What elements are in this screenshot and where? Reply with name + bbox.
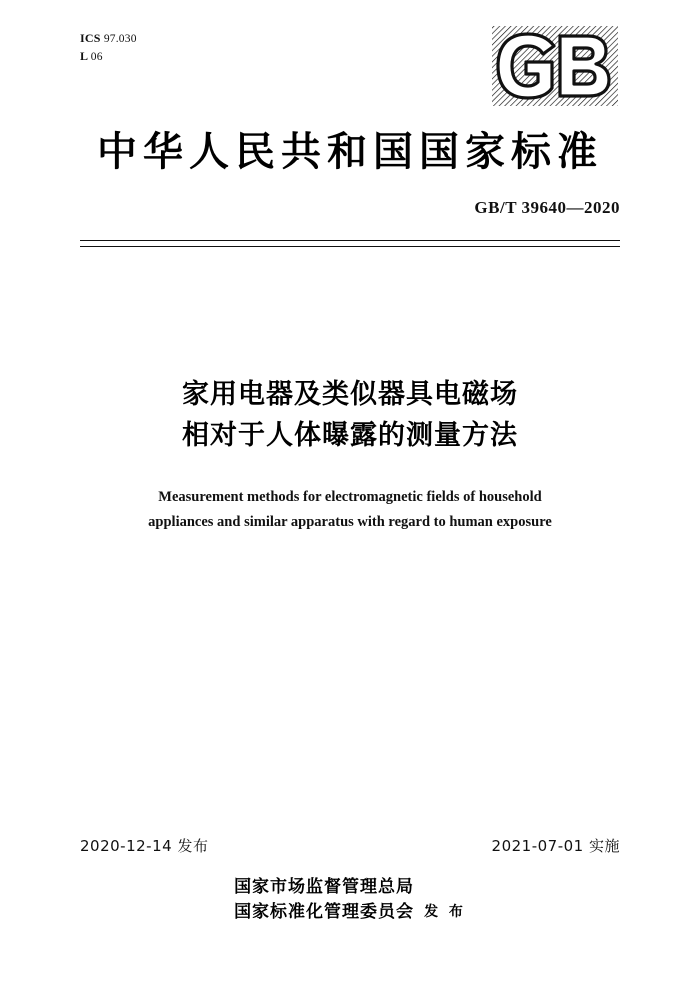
issuer-org-1: 国家市场监督管理总局 bbox=[234, 877, 415, 897]
national-standard-title: 中华人民共和国国家标准 bbox=[97, 129, 603, 175]
divider-rule-thick bbox=[80, 240, 620, 241]
classification-label: L bbox=[80, 48, 88, 63]
document-title-english bbox=[90, 485, 610, 536]
document-title-english-line1: Measurement methods for electromagnetic fields of household bbox=[158, 489, 542, 505]
document-title-english-line2: appliances and similar apparatus with regard to human exposure bbox=[148, 514, 552, 531]
issuing-organizations bbox=[0, 875, 700, 924]
document-title-chinese-line2: 相对于人体曝露的测量方法 bbox=[182, 419, 518, 451]
ics-value: 97.030 bbox=[103, 33, 137, 45]
issue-date: 2020-12-14 发布 bbox=[80, 837, 209, 855]
divider-rule-thin bbox=[80, 246, 620, 247]
date-row bbox=[80, 835, 620, 856]
ics-code-block bbox=[80, 30, 137, 65]
classification-code-line bbox=[80, 48, 137, 66]
standard-number: GB/T 39640—2020 bbox=[474, 198, 620, 217]
ics-label: ICS bbox=[80, 31, 101, 45]
publish-label: 发 布 bbox=[424, 904, 466, 921]
document-title-chinese-line1: 家用电器及类似器具电磁场 bbox=[182, 379, 518, 410]
gb-logo-icon bbox=[490, 24, 620, 108]
document-title-chinese bbox=[0, 375, 700, 456]
issuer-org-2: 国家标准化管理委员会 bbox=[234, 901, 415, 922]
issuer-names bbox=[234, 875, 414, 924]
implementation-date: 2021-07-01 实施 bbox=[491, 837, 620, 855]
classification-value: 06 bbox=[90, 50, 103, 63]
ics-code-line bbox=[80, 30, 137, 48]
